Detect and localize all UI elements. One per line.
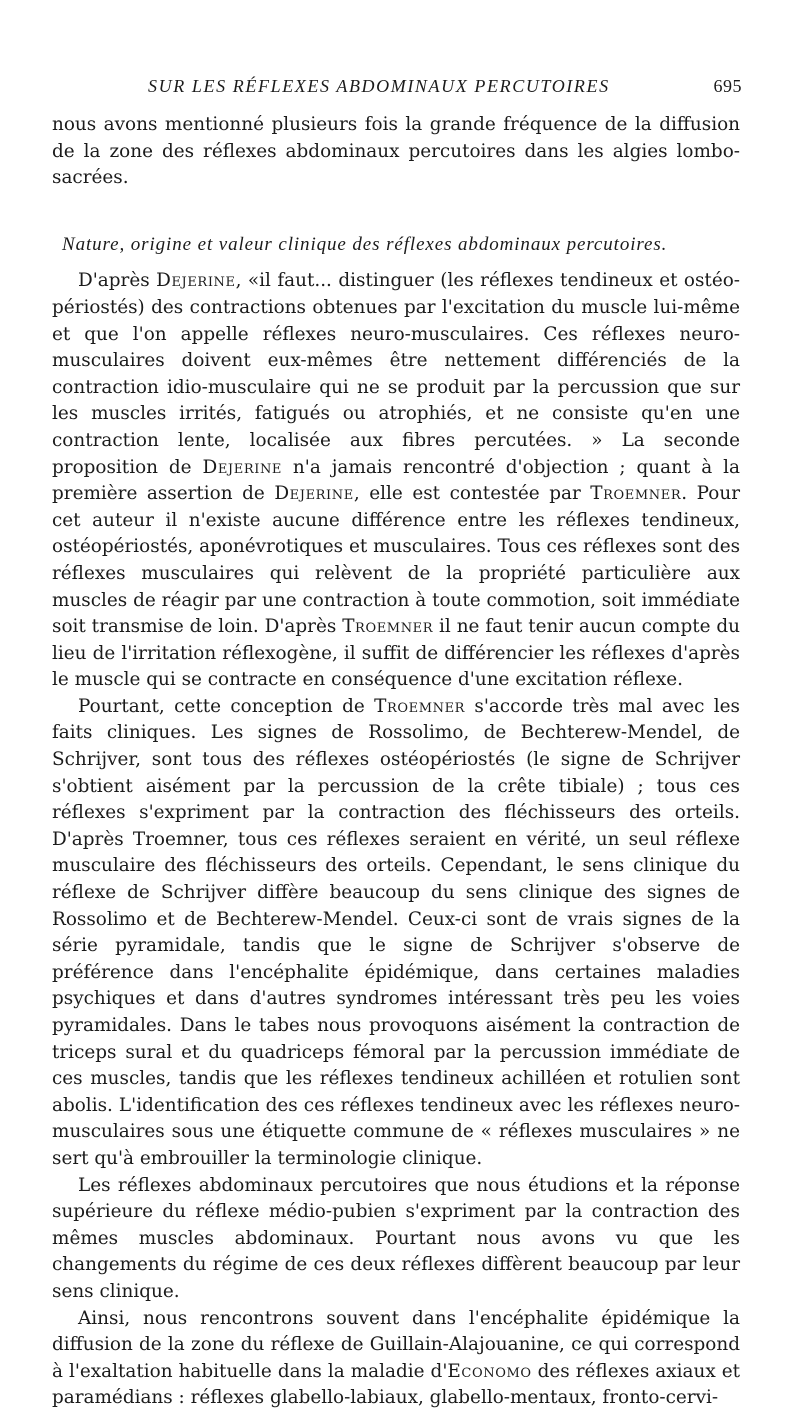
author-name-troemner: Troemner <box>590 483 682 505</box>
author-name-troemner: Troemner <box>374 695 466 717</box>
text-run: Pourtant, cette conception de <box>78 695 375 717</box>
paragraph-abdominal-reflexes <box>52 1173 740 1306</box>
text-run: il ne faut tenir aucun compte du lieu de l'irritation réflexogène, il suffit de différencier les réflexes d'après le muscle qui se contracte en conséquence d'une excitation réflexe. <box>52 616 741 691</box>
paragraph-encephalitis <box>52 1306 740 1412</box>
author-name-dejerine: Dejerine <box>274 483 354 505</box>
text-run: , «il faut... distinguer (les réflexes tendineux et ostéo-périostés) des contractions obtenues par l'excitation du muscle lui-même et que l'on appelle réflexes neuro-musculaires. Ces réflexes neuro-musculaires doivent eux-mêmes être nettement différenciés de la contraction idio-musculaire qui ne se produit par la percussion que sur les muscles irrités, fatigués ou atrophiés, et ne consiste qu'en une contraction lente, localisée aux fibres percutées. » La seconde proposition de <box>52 270 740 478</box>
text-run: des réflexes axiaux et paramédians : réflexes glabello-labiaux, glabello-mentaux, fronto-cervi- <box>52 1360 740 1409</box>
author-name-troemner: Troemner <box>342 616 434 638</box>
text-run: n'a jamais rencontré d'objection ; quant à la première assertion de <box>52 456 740 505</box>
author-name-dejerine: Dejerine <box>156 270 236 292</box>
document-page <box>52 72 740 1412</box>
intro-paragraph: nous avons mentionné plusieurs fois la grande fréquence de la diffusion de la zone des réflexes abdominaux percutoires dans les algies lombo-sacrées. <box>52 114 740 189</box>
body-text <box>52 112 740 1412</box>
text-run: Ainsi, nous rencontrons souvent dans l'encéphalite épidémique la diffusion de la zone du réflexe de Guillain-Alajouanine, ce qui correspond à l'exaltation habituelle dans la maladie d' <box>52 1307 740 1382</box>
text-run: s'accorde très mal avec les faits cliniques. Les signes de Rossolimo, de Bechterew-Mendel, de Schrijver, sont tous des réflexes ostéopériostés (le signe de Schrijver s'obtient aisément par la percussion de la crête tibiale) ; tous ces réflexes s'expriment par la contraction des fléchisseurs des orteils. D'après Troemner, tous ces réflexes seraient en vérité, un seul réflexe musculaire des fléchisseurs des orteils. Cependant, le sens clinique du réflexe de Schrijver diffère beaucoup du sens clinique des signes de Rossolimo et de Bechterew-Mendel. Ceux-ci sont de vrais signes de la série pyramidale, tandis que le signe de Schrijver s'observe de préférence dans l'encéphalite épidémique, dans certaines maladies psychiques et dans d'autres syndromes intéressant très peu les voies pyramidales. Dans le tabes nous provoquons aisément la contraction de triceps sural et du quadriceps fémoral par la percussion immédiate de ces muscles, tandis que les réflexes tendineux achilléen et rotulien sont abolis. L'identification des ces réflexes tendineux avec les réflexes neuro-musculaires sous une étiquette commune de « réflexes musculaires » ne sert qu'à embrouiller la terminologie clinique. <box>52 695 740 1169</box>
section-heading: Nature, origine et valeur clinique des réflexes abdominaux percutoires. <box>62 233 668 255</box>
text-run: , elle est contestée par <box>353 483 591 505</box>
text-run: Les réflexes abdominaux percutoires que nous étudions et la réponse supérieure du réflexe médio-pubien s'expriment par la contraction des mêmes muscles abdominaux. Pourtant nous avons vu que les changements du régime de ces deux réflexes diffèrent beaucoup par leur sens clinique. <box>52 1174 740 1302</box>
running-header <box>52 72 740 102</box>
author-name-dejerine: Dejerine <box>202 456 283 478</box>
paragraph-clinical-signs <box>52 694 740 1173</box>
paragraph-dejerine-troemner <box>52 268 740 694</box>
text-run: . Pour cet auteur il n'existe aucune différence entre les réflexes tendineux, ostéopériostés, aponévrotiques et musculaires. Tous ces réflexes sont des réflexes musculaires qui relèvent de la propriété particulière aux muscles de réagir par une contraction à toute commotion, soit immédiate soit transmise de loin. D'après <box>52 483 741 638</box>
author-name-economo: Economo <box>447 1360 532 1382</box>
page-number: 695 <box>713 76 742 96</box>
running-title: SUR LES RÉFLEXES ABDOMINAUX PERCUTOIRES <box>148 76 610 96</box>
text-run: D'après <box>78 270 157 292</box>
